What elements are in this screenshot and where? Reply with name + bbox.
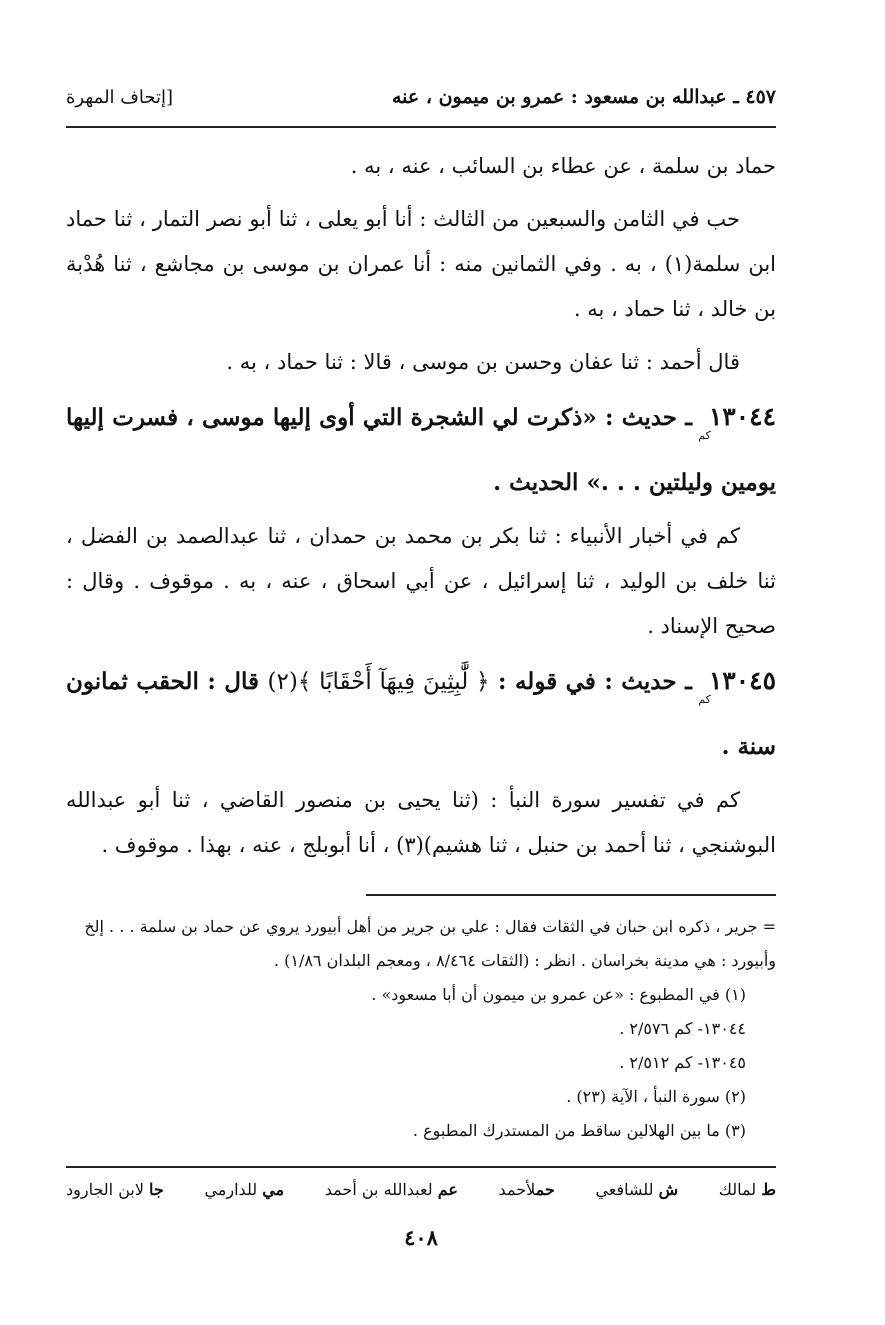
abbr-item: ط لمالك: [718, 1180, 776, 1199]
abbr-item: مي للدارمي: [204, 1180, 285, 1199]
footnote-separator: [366, 894, 776, 896]
hadith-number: ١٣٠٤٤: [708, 402, 776, 431]
reference-13044: ١٣٠٤٤- كم ٢/٥٧٦ .: [619, 1019, 746, 1038]
footnote-continued: = جرير ، ذكره ابن حبان في الثقات فقال : علي بن جرير من أهل أبيورد يروي عن حماد بن سلمة . . . إلخ وأبيورد : هي مدينة بخراسان . انظر : (الثقات ٨/٤٦٤ ، ومعجم البلدان ١/٨٦) .: [84, 917, 776, 970]
quran-verse: ﴿ لَّٰبِثِينَ فِيهَآ أَحْقَابًا ﴾(٢): [267, 669, 490, 695]
header-chapter-title: ٤٥٧ ـ عبدالله بن مسعود : عمرو بن ميمون ، عنه: [391, 86, 776, 108]
page-number: ٤٠٨: [404, 1225, 438, 1250]
abbr-item: عم لعبدالله بن أحمد: [324, 1180, 458, 1199]
abbr-item: حملأحمد: [498, 1180, 555, 1199]
header-book-title: [إتحاف المهرة: [66, 87, 174, 108]
main-text: [66, 144, 776, 868]
reference-13045: ١٣٠٤٥- كم ٢/٥١٢ .: [619, 1053, 746, 1072]
paragraph-tafsir-naba: كم في تفسير سورة النبأ : (ثنا يحيى بن منصور القاضي ، ثنا أبو عبدالله البوشنجي ، ثنا أحمد بن حنبل ، ثنا هشيم)(٣) ، أنا أبوبلج ، عنه ، بهذا . موقوف .: [66, 788, 776, 857]
header-rule: [66, 126, 776, 128]
abbreviations-key: [66, 1180, 776, 1199]
paragraph-isnad-continuation: حماد بن سلمة ، عن عطاء بن السائب ، عنه ، به .: [350, 154, 776, 178]
footnote-3: (٣) ما بين الهلالين ساقط من المستدرك المطبوع .: [412, 1121, 746, 1140]
hadith-text: ـ حديث : «ذكرت لي الشجرة التي أوى إليها موسى ، فسرت إليها يومين وليلتين . . .» الحديث .: [66, 404, 776, 496]
paragraph-ahmad: قال أحمد : ثنا عفان وحسن بن موسى ، قالا : ثنا حماد ، به .: [226, 350, 740, 374]
abbreviations-rule: [66, 1166, 776, 1168]
abbr-item: جا لابن الجارود: [66, 1180, 164, 1199]
book-page: [66, 86, 776, 1250]
footnote-2: (٢) سورة النبأ ، الآية (٢٣) .: [566, 1087, 746, 1106]
running-header: [66, 86, 776, 126]
paragraph-mustadrak-prophets: كم في أخبار الأنبياء : ثنا بكر بن محمد بن حمدان ، ثنا عبدالصمد بن الفضل ، ثنا خلف بن الوليد ، ثنا إسرائيل ، عن أبي اسحاق ، عنه ، به . موقوف . وقال : صحيح الإسناد .: [66, 524, 776, 638]
hadith-text-saying: قال : الحقب ثمانون سنة .: [66, 668, 776, 760]
source-marker: كم: [698, 693, 711, 706]
paragraph-ibn-hibban: حب في الثامن والسبعين من الثالث : أنا أبو يعلى ، ثنا أبو نصر التمار ، ثنا حماد ابن سلمة(١) ، به . وفي الثمانين منه : أنا عمران بن موسى بن مجاشع ، ثنا هُدْبة بن خالد ، ثنا حماد ، به .: [66, 207, 776, 321]
hadith-number: ١٣٠٤٥: [708, 666, 777, 695]
hadith-text-intro: ـ حديث : في قوله :: [498, 668, 692, 695]
hadith-13044: [66, 393, 776, 506]
footnotes: [66, 910, 776, 1148]
abbr-item: ش للشافعي: [595, 1180, 679, 1199]
hadith-13045: [66, 657, 776, 770]
footnote-1: (١) في المطبوع : «عن عمرو بن ميمون أن أبا مسعود» .: [371, 985, 746, 1004]
source-marker: كم: [698, 429, 711, 442]
